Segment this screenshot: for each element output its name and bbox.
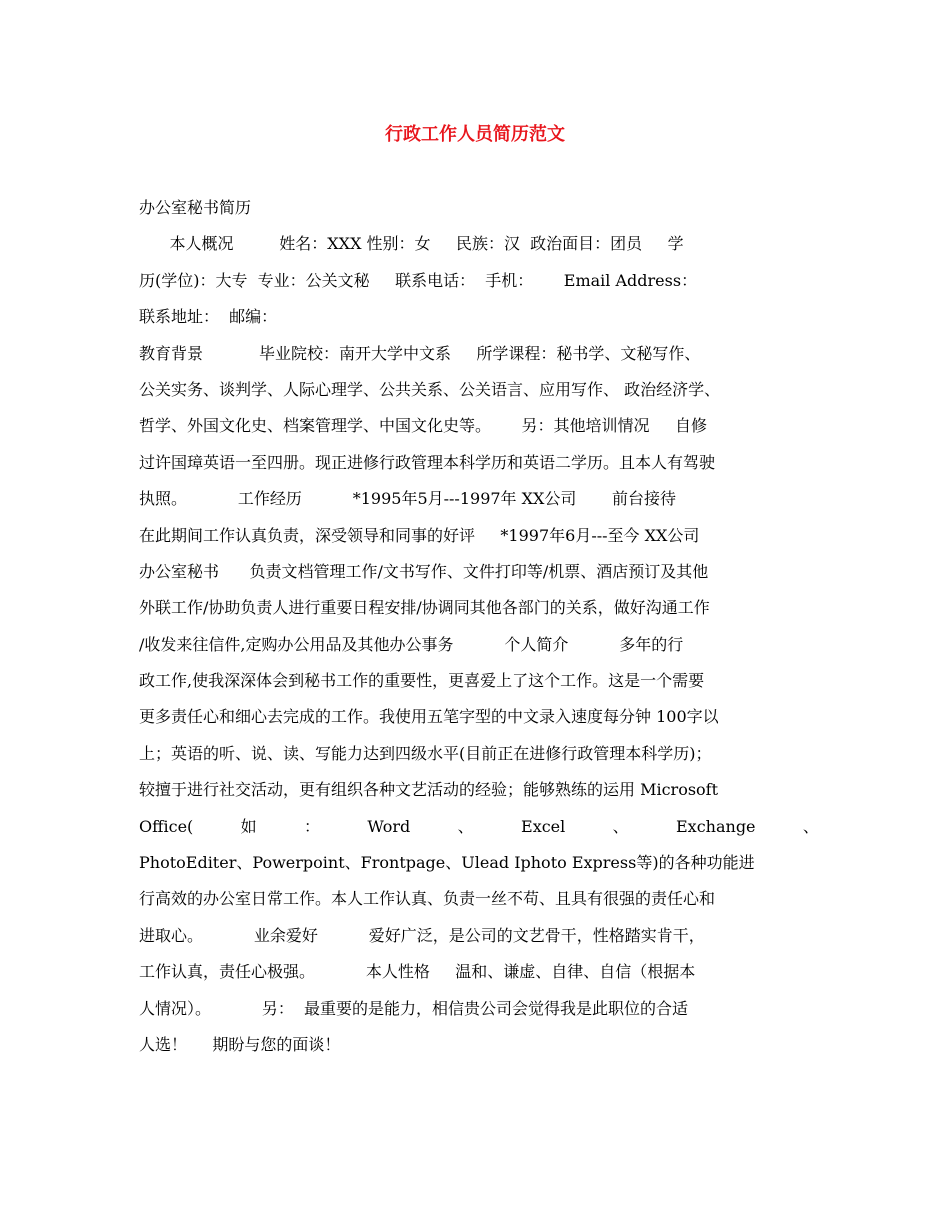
body-line: 进取心。 业余爱好 爱好广泛，是公司的文艺骨干，性格踏实肯干， — [139, 925, 705, 945]
office-token: Exchange — [676, 816, 756, 836]
office-token: Office( — [139, 816, 194, 836]
office-token: 、 — [457, 816, 474, 836]
office-token: Excel — [521, 816, 566, 836]
body-line: 历(学位)：大专 专业：公关文秘 联系电话： 手机： Email Address： — [139, 270, 698, 290]
document-title: 行政工作人员简历范文 — [385, 124, 565, 145]
body-line: /收发来往信件,定购办公用品及其他办公事务 个人简介 多年的行 — [139, 634, 684, 654]
body-line: 工作认真，责任心极强。 本人性格 温和、谦虚、自律、自信（根据本 — [139, 962, 696, 982]
office-token: 、 — [802, 816, 819, 836]
body-line: 人情况）。 另： 最重要的是能力，相信贵公司会觉得我是此职位的合适 — [139, 998, 689, 1018]
body-line: 本人概况 姓名：XXX 性别：女 民族：汉 政治面目：团员 学 — [139, 234, 684, 254]
body-line: 人选！ 期盼与您的面谈！ — [139, 1034, 341, 1054]
body-line: 公关实务、谈判学、人际心理学、公共关系、公关语言、应用写作、 政治经济学、 — [139, 379, 721, 399]
office-software-line — [139, 809, 819, 845]
body-line: 哲学、外国文化史、档案管理学、中国文化史等。 另：其他培训情况 自修 — [139, 416, 707, 436]
office-token: 如 — [240, 816, 257, 836]
body-line: 过许国璋英语一至四册。现正进修行政管理本科学历和英语二学历。且本人有驾驶 — [139, 452, 716, 472]
body-line: 执照。 工作经历 *1995年5月---1997年 XX公司 前台接待 — [139, 489, 677, 509]
body-line: 教育背景 毕业院校：南开大学中文系 所学课程：秘书学、文秘写作、 — [139, 343, 701, 363]
body-line: 较擅于进行社交活动，更有组织各种文艺活动的经验；能够熟练的运用 Microsoft — [139, 780, 719, 800]
office-token: 、 — [612, 816, 629, 836]
body-line: 政工作,使我深深体会到秘书工作的重要性，更喜爱上了这个工作。这是一个需要 — [139, 671, 705, 691]
office-token: ： — [304, 816, 321, 836]
body-line: 办公室秘书简历 — [139, 198, 252, 217]
body-line: 办公室秘书 负责文档管理工作/文书写作、文件打印等/机票、酒店预订及其他 — [139, 561, 709, 581]
body-line: 上；英语的听、说、读、写能力达到四级水平(目前正在进修行政管理本科学历)； — [139, 743, 712, 763]
office-token: Word — [367, 816, 411, 836]
body-line: 外联工作/协助负责人进行重要日程安排/协调同其他各部门的关系，做好沟通工作 — [139, 598, 710, 618]
body-line: 行高效的办公室日常工作。本人工作认真、负责一丝不苟、且具有很强的责任心和 — [139, 889, 716, 909]
document-body — [139, 190, 819, 1063]
body-line: 在此期间工作认真负责，深受领导和同事的好评 *1997年6月---至今 XX公司 — [139, 525, 700, 545]
body-line: 联系地址： 邮编： — [139, 307, 278, 327]
body-line: 更多责任心和细心去完成的工作。我使用五笔字型的中文录入速度每分钟 100字以 — [139, 707, 719, 727]
body-line: PhotoEditer、Powerpoint、Frontpage、Ulead Iphoto Express等)的各种功能进 — [139, 853, 755, 873]
